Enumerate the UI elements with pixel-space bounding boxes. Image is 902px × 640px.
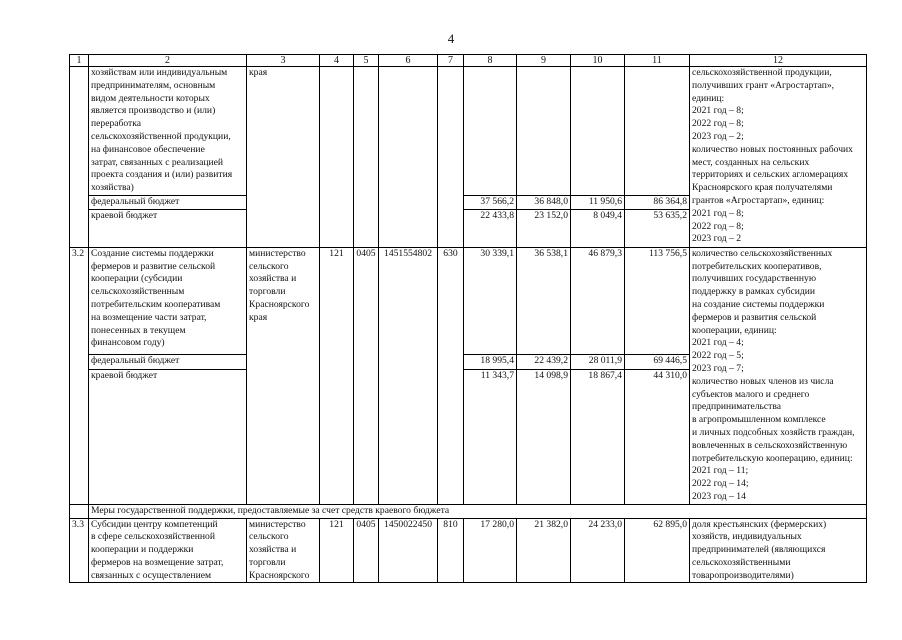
row-number: 3.3	[70, 518, 89, 583]
budget-label: федеральный бюджет	[89, 195, 247, 209]
ministry-cell: министерство сельского хозяйства и торговли Красноярского края	[247, 247, 320, 504]
table-row: краевой бюджет 22 433,8 23 152,0 8 049,4 53 635,2	[70, 209, 867, 247]
row-number: 3.2	[70, 247, 89, 504]
indicator-cell: количество сельскохозяйственных потребительских кооперативов, получивших государственную поддержку в рамках субсидии на создание системы поддержки фермеров и развития сельской кооперации, единиц: 2021 год – 4; 2022 год – 5; 2023 год – 7; количество новых членов из числа субъектов малого и среднего предпринимательства в агропромышленном комплексе и личных подсобных хозяйств граждан, вовлеченных в сельскохозяйственную потребительскую кооперацию, единиц: 2021 год – 11; 2022 год – 14; 2023 год – 14	[690, 247, 867, 504]
measure-description: Создание системы поддержки фермеров и развитие сельской кооперации (субсидии сельскохозяйственным потребительским кооперативам на возмещение части затрат, понесенных в текущем финансовом году)	[89, 247, 247, 354]
section-title: Меры государственной поддержки, предоставляемые за счет средств краевого бюджета	[89, 504, 867, 518]
col-header-6: 6	[379, 55, 438, 67]
table-row	[70, 67, 867, 196]
col-header-12: 12	[690, 55, 867, 67]
col-header-4: 4	[320, 55, 354, 67]
measure-description: хозяйствам или индивидуальным предпринимателям, основным видом деятельности которых является производство и (или) переработка сельскохозяйственной продукции, на финансовое обеспечение затрат, связанных с реализацией проекта создания и (или) развития хозяйства)	[89, 67, 247, 196]
col-header-3: 3	[247, 55, 320, 67]
ministry-cell: министерство сельского хозяйства и торговли Красноярского	[247, 518, 320, 583]
table-row: 3.3 Субсидии центру компетенций в сфере сельскохозяйственной кооперации и поддержки фермеров на возмещение затрат, связанных с осуществлением министерство сельского хозяйства и торговли Красноярского 121 0405 1450022450 810 17 280,0 21 382,0 24 233,0 62 895,0 доля крестьянских (фермерских) хозяйств, индивидуальных предпринимателей (являющихся сельскохозяйственными товаропроизводителями)	[70, 518, 867, 583]
table-row: федеральный бюджет 37 566,2 36 848,0 11 950,6 86 364,8	[70, 195, 867, 209]
table-row: федеральный бюджет 18 995,4 22 439,2 28 011,9 69 446,5	[70, 355, 867, 369]
budget-label: федеральный бюджет	[89, 355, 247, 369]
budget-label: краевой бюджет	[89, 209, 247, 247]
col-header-9: 9	[517, 55, 571, 67]
indicator-cell: доля крестьянских (фермерских) хозяйств, индивидуальных предпринимателей (являющихся сельскохозяйственными товаропроизводителями)	[690, 518, 867, 583]
col-header-2: 2	[89, 55, 247, 67]
col-header-7: 7	[438, 55, 464, 67]
measure-description: Субсидии центру компетенций в сфере сельскохозяйственной кооперации и поддержки фермеров на возмещение затрат, связанных с осуществлением	[89, 518, 247, 583]
col-header-1: 1	[70, 55, 89, 67]
table-row: 3.2 Создание системы поддержки фермеров и развитие сельской кооперации (субсидии сельскохозяйственным потребительским кооперативам на возмещение части затрат, понесенных в текущем финансовом году) министерство сельского хозяйства и торговли Красноярского края 121 0405 1451554802 630 30 339,1 36 538,1 46 879,3 113 756,5 количество сельскохозяйственных потребительских кооперативов, получивших государственную поддержку в рамках субсидии на создание системы поддержки фермеров и развития сельской кооперации, единиц: 2021 год – 4; 2022 год – 5; 2023 год – 7; количество новых членов из числа субъектов малого и среднего предпринимательства в агропромышленном комплексе и личных подсобных хозяйств граждан, вовлеченных в сельскохозяйственную потребительскую кооперацию, единиц: 2021 год – 11; 2022 год – 14; 2023 год – 14	[70, 247, 867, 354]
header-row	[70, 55, 867, 67]
indicator-cell: сельскохозяйственной продукции, получивших грант «Агростартап», единиц: 2021 год – 8; 2022 год – 8; 2023 год – 2; количество новых постоянных рабочих мест, созданных на сельских территориях и сельских агломерациях Красноярского края получателями грантов «Агростартап», единиц: 2021 год – 8; 2022 год – 8; 2023 год – 2	[690, 67, 867, 248]
col-header-5: 5	[354, 55, 379, 67]
col-header-8: 8	[464, 55, 517, 67]
budget-table	[69, 54, 867, 583]
col-header-10: 10	[571, 55, 625, 67]
ministry-cell: края	[247, 67, 320, 248]
page-number: 4	[447, 31, 455, 46]
section-row	[70, 504, 867, 518]
budget-label: краевой бюджет	[89, 369, 247, 504]
table-row: краевой бюджет 11 343,7 14 098,9 18 867,4 44 310,0	[70, 369, 867, 504]
col-header-11: 11	[625, 55, 690, 67]
